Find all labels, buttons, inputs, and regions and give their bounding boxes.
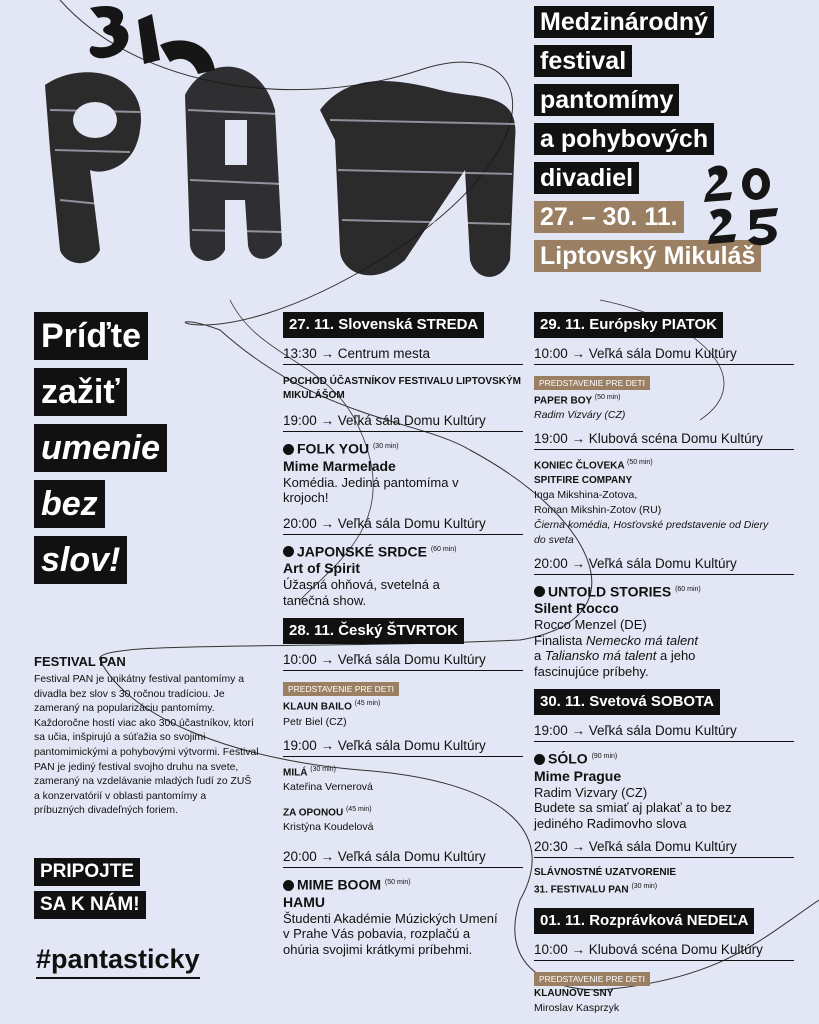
day-header-saturday: 30. 11. Svetová SOBOTA <box>534 689 720 715</box>
show-author: Radim Vizváry (CZ) <box>534 409 626 422</box>
slogan-line-4: bez <box>34 480 105 528</box>
time-slot: 20:00 → Veľká sála Domu Kultúry <box>283 849 523 868</box>
show-description: Úžasná ohňová, svetelná a tanečná show. <box>283 577 440 608</box>
show-title: KONIEC ČLOVEKA $^{(50 min)}$ <box>534 459 653 472</box>
slogan-line-5: slov! <box>34 536 127 584</box>
join-us <box>34 858 146 924</box>
kids-badge: PREDSTAVENIE PRE DETI <box>283 682 399 696</box>
join-line-1: PRIPOJTE <box>34 858 140 886</box>
show-title: ZA OPONOU $^{(45 min)}$ <box>283 805 372 819</box>
festival-dates: 27. – 30. 11. <box>534 201 684 233</box>
show-title: MILÁ $^{(30 min)}$ <box>283 765 336 778</box>
show-author: Roman Mikshin-Zotov (RU) <box>534 503 662 516</box>
event-caption: POCHOD ÚČASTNÍKOV FESTIVALU LIPTOVSKÝM MIKULÁŠOM <box>283 376 521 401</box>
hashtag[interactable]: #pantasticky <box>36 944 200 979</box>
slogan <box>34 312 167 592</box>
bullet-dot-icon <box>283 444 294 455</box>
time-slot: 19:00 → Veľká sála Domu Kultúry <box>534 723 794 742</box>
pan-brush-logo <box>20 0 520 300</box>
time-slot: 10:00 → Klubová scéna Domu Kultúry <box>534 942 794 961</box>
show-company: SPITFIRE COMPANY <box>534 474 633 486</box>
program-column-right <box>534 312 794 1016</box>
show-author: Miroslav Kasprzyk <box>534 1001 620 1014</box>
show-title: PAPER BOY $^{(50 min)}$ <box>534 394 621 407</box>
time-slot: 10:00 → Veľká sála Domu Kultúry <box>534 346 794 365</box>
show-author: Kateřina Vernerová <box>283 780 373 793</box>
about-heading: FESTIVAL PAN <box>34 654 126 669</box>
slogan-line-3: umenie <box>34 424 167 472</box>
slogan-line-1: Príďte <box>34 312 148 360</box>
time-slot: 10:00 → Veľká sála Domu Kultúry <box>283 652 523 671</box>
bullet-dot-icon <box>534 586 545 597</box>
show-author: Kristýna Koudelová <box>283 821 374 834</box>
show-author: Rocco Menzel (DE) <box>534 617 647 633</box>
bullet-dot-icon <box>534 754 545 765</box>
show-description: Budete sa smiať aj plakať a to bez jediného Radimovho slova <box>534 800 732 831</box>
show-troupe: Silent Rocco <box>534 600 619 617</box>
show-title: FOLK YOU $^{(30 min)}$ <box>283 438 523 458</box>
show-title: UNTOLD STORIES $^{(60 min)}$ <box>534 581 794 601</box>
time-slot: 13:30 → Centrum mesta <box>283 346 523 365</box>
bullet-dot-icon <box>283 880 294 891</box>
time-slot: 19:00 → Klubová scéna Domu Kultúry <box>534 431 794 450</box>
show-author: Inga Mikshina-Zotova, <box>534 488 638 501</box>
show-author: Radim Vizvary (CZ) <box>534 784 648 800</box>
day-header-thursday: 28. 11. Český ŠTVRTOK <box>283 618 464 644</box>
program-column-middle <box>283 312 523 957</box>
title-line-5: divadiel <box>534 162 639 194</box>
kids-badge: PREDSTAVENIE PRE DETI <box>534 376 650 390</box>
day-header-wednesday: 27. 11. Slovenská STREDA <box>283 312 484 338</box>
kids-badge: PREDSTAVENIE PRE DETI <box>534 972 650 986</box>
time-slot: 19:00 → Veľká sála Domu Kultúry <box>283 413 523 432</box>
title-line-1: Medzinárodný <box>534 6 714 38</box>
day-header-sunday: 01. 11. Rozprávková NEDEĽA <box>534 908 754 934</box>
show-title: MIME BOOM $^{(50 min)}$ <box>283 874 523 894</box>
bullet-dot-icon <box>283 546 294 557</box>
show-troupe: Mime Marmelade <box>283 457 396 474</box>
year-brush-mark <box>700 160 790 250</box>
show-title: SÓLO $^{(90 min)}$ <box>534 748 794 768</box>
title-line-2: festival <box>534 45 632 77</box>
show-troupe: HAMU <box>283 893 325 910</box>
title-line-4: a pohybových <box>534 123 714 155</box>
join-line-2: SA K NÁM! <box>34 891 146 919</box>
closing-ceremony: 31. FESTIVALU PAN $^{(30 min)}$ <box>534 883 658 896</box>
day-header-friday: 29. 11. Európsky PIATOK <box>534 312 723 338</box>
closing-ceremony: SLÁVNOSTNÉ UZATVORENIE <box>534 867 677 879</box>
title-line-3: pantomímy <box>534 84 679 116</box>
slogan-line-2: zažiť <box>34 368 127 416</box>
show-troupe: Mime Prague <box>534 767 622 784</box>
about-text: Festival PAN je unikátny festival pantomímy a divadla bez slov s 30 ročnou tradíciou. Je zameraný na popularizáciu pantomímy. Každoročne hostí viac ako 300 účastníkov, ktorí sa učia, inšpirujú a súťažia so svojimi pantomimickými a pohybovými výtvormi. Festival PAN je jediný festival svojho druhu na svete, zameraný na vzdelávanie mladých ľudí zo ZUŠ a konzervatórií v oblasti pantomímy a príbuzných divadeľných foriem. <box>34 674 259 817</box>
time-slot: 19:00 → Veľká sála Domu Kultúry <box>283 738 523 757</box>
show-author: Petr Biel (CZ) <box>283 715 347 728</box>
time-slot: 20:00 → Veľká sála Domu Kultúry <box>283 516 523 535</box>
time-slot: 20:00 → Veľká sála Domu Kultúry <box>534 556 794 575</box>
festival-place: Liptovský Mikuláš <box>534 240 761 272</box>
show-description: Finalista Nemecko má talent a Taliansko má talent a jeho fascinujúce príbehy. <box>534 632 699 679</box>
show-description: Študenti Akadémie Múzických Umení v Prahe Vás pobavia, rozplačú a ohúria svojimi krátkymi príbehmi. <box>283 910 498 957</box>
show-title: JAPONSKÉ SRDCE $^{(60 min)}$ <box>283 541 523 561</box>
show-title: KLAUNOVE SNY <box>534 987 614 999</box>
time-slot: 20:30 → Veľká sála Domu Kultúry <box>534 839 794 858</box>
show-description: Komédia. Jediná pantomíma v krojoch! <box>283 474 459 506</box>
about-festival <box>34 654 259 819</box>
show-troupe: Art of Spirit <box>283 560 360 577</box>
show-title: KLAUN BAILO $^{(45 min)}$ <box>283 700 381 713</box>
show-note: Čierna komédia, Hosťovské predstavenie od Diery do sveta <box>534 518 769 546</box>
